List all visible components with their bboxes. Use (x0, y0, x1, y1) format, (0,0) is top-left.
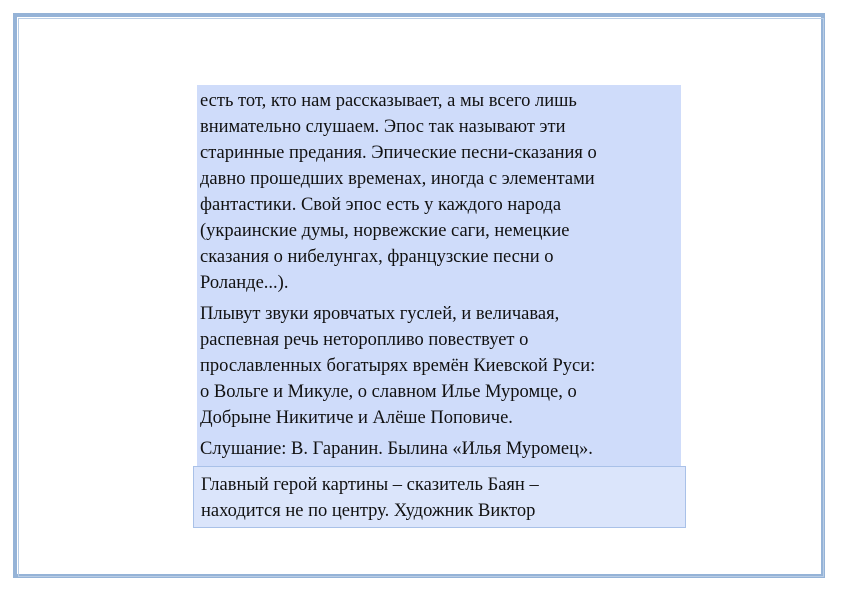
text-line: сказания о нибелунгах, французские песни о (200, 247, 554, 267)
text-line: есть тот, кто нам рассказывает, а мы всего лишь (200, 91, 577, 111)
text-line: распевная речь неторопливо повествует о (200, 330, 529, 350)
text-line: прославленных богатырях времён Киевской Руси: (200, 356, 596, 376)
text-line: Роланде...). (200, 273, 289, 293)
caption-block (193, 466, 686, 528)
paragraph-epos (200, 88, 681, 296)
text-line: Добрыне Никитиче и Алёше Поповиче. (200, 408, 513, 428)
text-line: Плывут звуки яровчатых гуслей, и величавая, (200, 304, 560, 324)
text-line: старинные предания. Эпические песни-сказания о (200, 143, 597, 163)
caption-line: Главный герой картины – сказитель Баян – (201, 475, 539, 495)
text-line: о Вольге и Микуле, о славном Илье Муромце, о (200, 382, 577, 402)
text-line: (украинские думы, норвежские саги, немецкие (200, 221, 570, 241)
epic-text-block (197, 85, 681, 468)
text-line: давно прошедших временах, иногда с элементами (200, 169, 595, 189)
paragraph-listening (200, 436, 681, 462)
text-line: Слушание: В. Гаранин. Былина «Илья Муромец». (200, 439, 593, 459)
caption-line: находится не по центру. Художник Виктор (201, 501, 536, 521)
text-line: внимательно слушаем. Эпос так называют эти (200, 117, 566, 137)
paragraph-gusli (200, 301, 681, 431)
text-line: фантастики. Свой эпос есть у каждого народа (200, 195, 562, 215)
